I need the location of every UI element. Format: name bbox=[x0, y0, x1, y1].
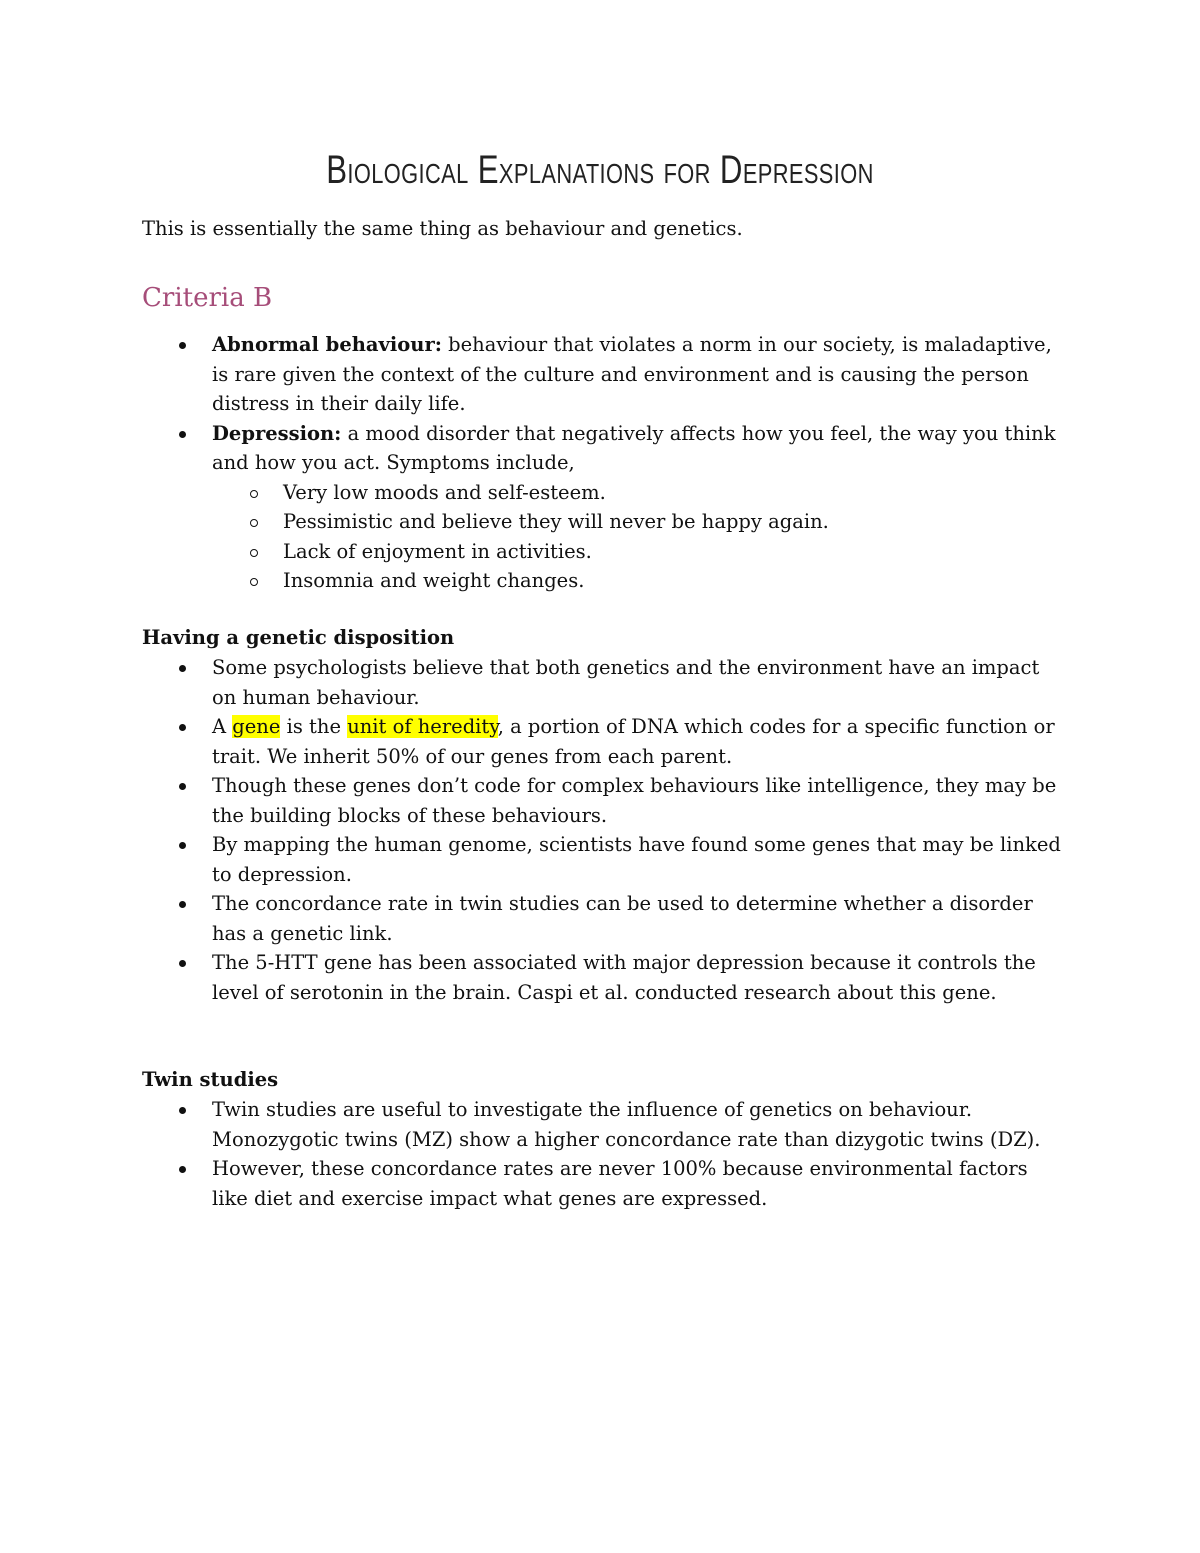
twin-studies-list bbox=[142, 1095, 1062, 1213]
intro-paragraph: This is essentially the same thing as behaviour and genetics. bbox=[142, 217, 743, 240]
list-item: However, these concordance rates are never 100% because environmental factors like diet and exercise impact what genes are expressed. bbox=[142, 1154, 1062, 1213]
list-item: Twin studies are useful to investigate the influence of genetics on behaviour. Monozygotic twins (MZ) show a higher concordance rate than dizygotic twins (DZ). bbox=[142, 1095, 1062, 1154]
list-item: The concordance rate in twin studies can be used to determine whether a disorder has a genetic link. bbox=[142, 889, 1062, 948]
bullet-icon bbox=[179, 842, 186, 849]
genetic-list bbox=[142, 653, 1062, 1007]
definition-text: behaviour that violates a norm in our society, is maladaptive, is rare given the context of the culture and environment and is causing the person distress in their daily life. bbox=[212, 333, 1052, 415]
list-item bbox=[142, 330, 1062, 419]
list-item: Though these genes don’t code for complex behaviours like intelligence, they may be the building blocks of these behaviours. bbox=[142, 771, 1062, 830]
symptom-item: Pessimistic and believe they will never be happy again. bbox=[142, 507, 1062, 537]
definition-text: a mood disorder that negatively affects how you feel, the way you think and how you act. Symptoms include, bbox=[212, 421, 1056, 474]
list-item: Some psychologists believe that both genetics and the environment have an impact on human behaviour. bbox=[142, 653, 1062, 712]
bullet-icon bbox=[179, 665, 186, 672]
criteria-list bbox=[142, 330, 1062, 596]
document-title: Biological Explanations for Depression bbox=[326, 148, 874, 192]
list-item: By mapping the human genome, scientists have found some genes that may be linked to depression. bbox=[142, 830, 1062, 889]
circle-bullet-icon bbox=[250, 578, 258, 586]
twin-studies-heading: Twin studies bbox=[142, 1068, 279, 1091]
genetic-heading: Having a genetic disposition bbox=[142, 626, 455, 649]
highlighted-term: gene bbox=[232, 715, 281, 738]
list-item: A gene is the unit of heredity, a portion of DNA which codes for a specific function or trait. We inherit 50% of our genes from each parent. bbox=[142, 712, 1062, 771]
list-item: The 5-HTT gene has been associated with major depression because it controls the level of serotonin in the brain. Caspi et al. conducted research about this gene. bbox=[142, 948, 1062, 1007]
circle-bullet-icon bbox=[250, 490, 258, 498]
circle-bullet-icon bbox=[250, 549, 258, 557]
bullet-icon bbox=[179, 960, 186, 967]
term-label: Depression: bbox=[212, 421, 342, 445]
highlighted-term: unit of heredity bbox=[347, 715, 498, 738]
circle-bullet-icon bbox=[250, 519, 258, 527]
symptom-item: Lack of enjoyment in activities. bbox=[142, 537, 1062, 567]
bullet-icon bbox=[179, 783, 186, 790]
bullet-icon bbox=[179, 724, 186, 731]
term-label: Abnormal behaviour: bbox=[212, 333, 442, 356]
list-item bbox=[142, 419, 1062, 596]
bullet-icon bbox=[179, 1107, 186, 1114]
symptom-list bbox=[212, 478, 1062, 596]
bullet-icon bbox=[179, 431, 186, 438]
symptom-item: Insomnia and weight changes. bbox=[142, 566, 1062, 596]
symptom-item: Very low moods and self-esteem. bbox=[142, 478, 1062, 508]
criteria-heading: Criteria B bbox=[142, 283, 273, 313]
bullet-icon bbox=[179, 901, 186, 908]
bullet-icon bbox=[179, 1166, 186, 1173]
bullet-icon bbox=[179, 342, 186, 349]
